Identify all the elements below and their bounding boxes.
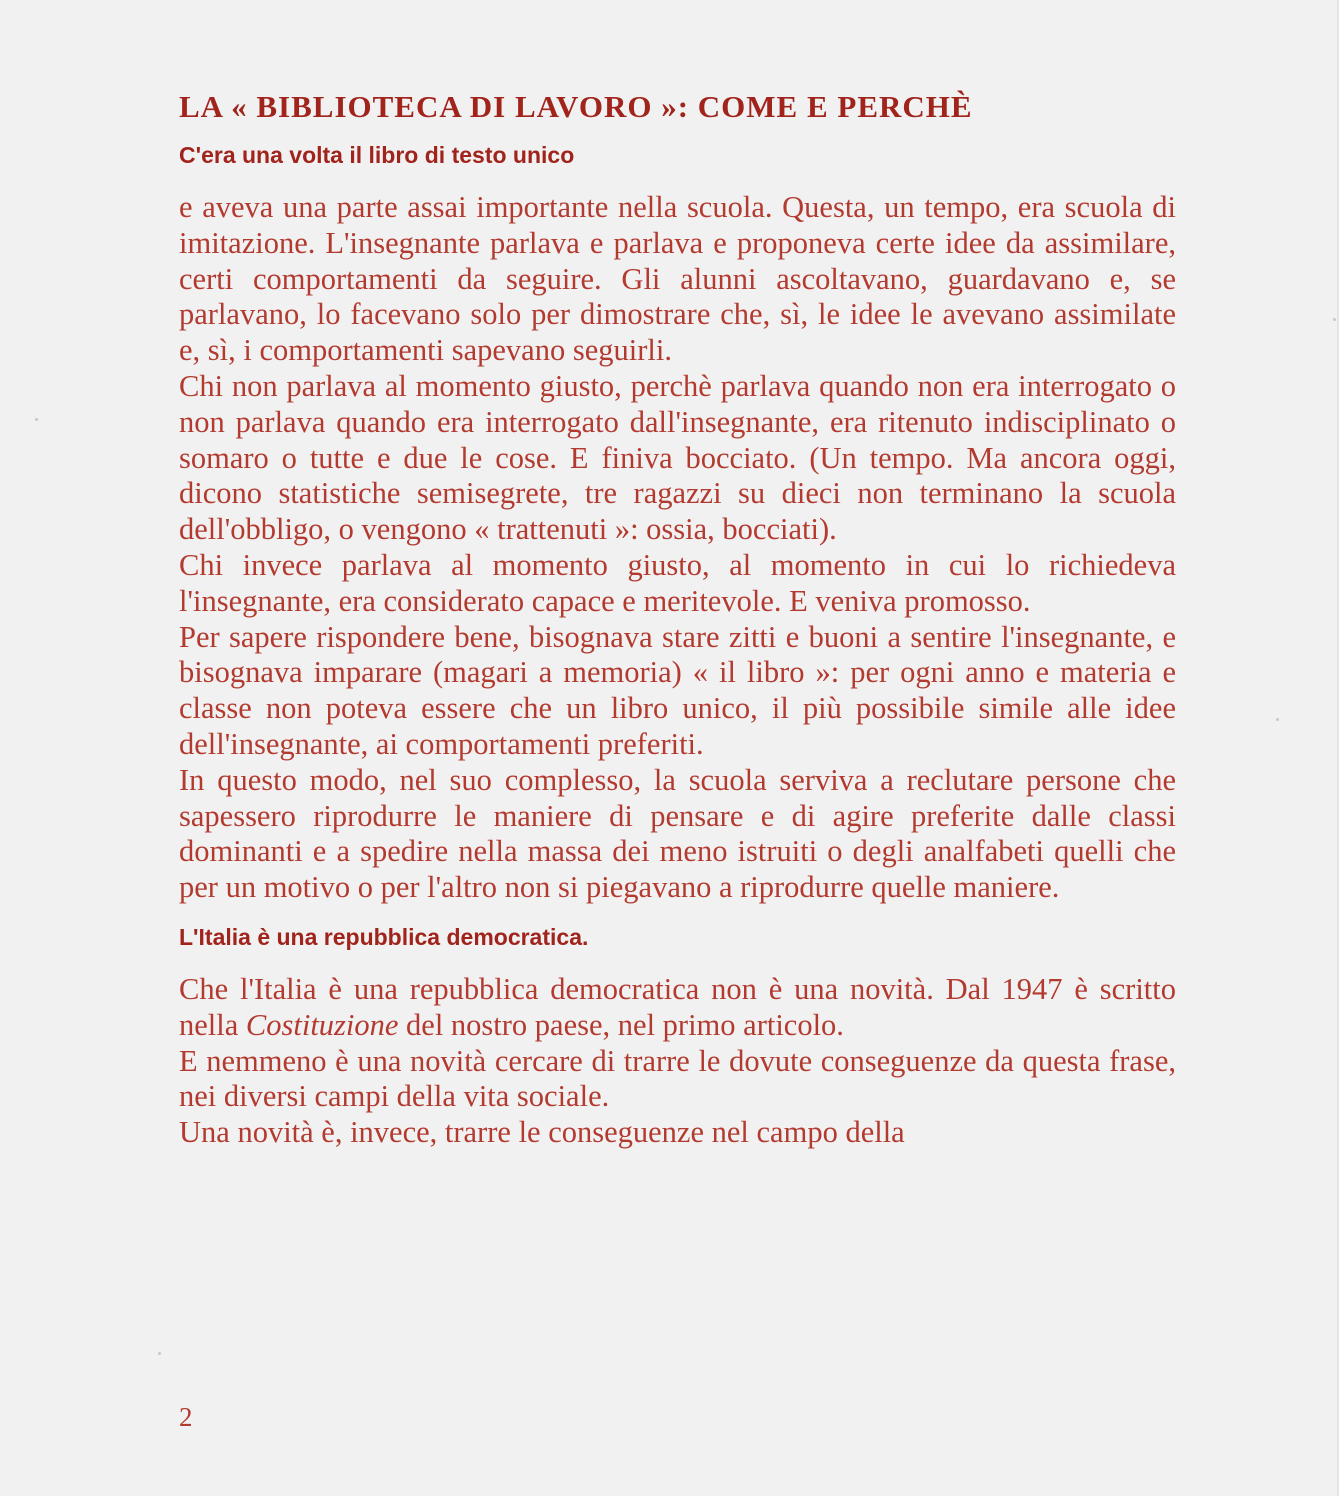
paragraph: Chi invece parlava al momento giusto, al momento in cui lo richiedeva l'insegnante, era considerato capace e meritevole. E veniva promosso. [179,547,1176,618]
paper-speck [1333,318,1336,321]
paragraph: E nemmeno è una novità cercare di trarre le dovute conseguenze da questa frase, nei diversi campi della vita sociale. [179,1043,1176,1114]
page-content [179,88,1176,1151]
paragraph-text: Che l'Italia è una repubblica democratica non è una novità. Dal 1947 è scritto nella [179,971,1176,1042]
paragraph: Una novità è, invece, trarre le conseguenze nel campo della [179,1115,905,1150]
paragraph: Per sapere rispondere bene, bisognava stare zitti e buoni a sentire l'insegnante, e bisognava imparare (magari a memoria) « il libro »: per ogni anno e materia e classe non poteva essere che un libro unico, il più possibile simile alle idee dell'insegnante, ai comportamenti preferiti. [179,619,1176,761]
page-title: LA « BIBLIOTECA DI LAVORO »: COME E PERCHÈ [179,89,973,124]
paragraph: Chi non parlava al momento giusto, perchè parlava quando non era interrogato o non parlava quando era interrogato dall'insegnante, era ritenuto indisciplinato o somaro o tutte e due le cose. E finiva bocciato. (Un tempo. Ma ancora oggi, dicono statistiche semisegrete, tre ragazzi su dieci non terminano la scuola dell'obbligo, o vengono « trattenuti »: ossia, bocciati). [179,368,1176,547]
paragraph [179,972,1176,1044]
paragraph: In questo modo, nel suo complesso, la scuola serviva a reclutare persone che sapessero riprodurre le maniere di pensare e di agire preferite dalle classi dominanti e a spedire nella massa dei meno istruiti o degli analfabeti quelli che per un motivo o per l'altro non si piegavano a riprodurre quelle maniere. [179,762,1176,905]
section-heading-repubblica: L'Italia è una repubblica democratica. [179,923,589,950]
section-body-testo-unico [179,190,1176,906]
italic-term: Costituzione [245,1007,399,1042]
paper-speck [158,1352,161,1355]
page-number: 2 [179,1402,193,1432]
section-body-repubblica [179,972,1176,1151]
paragraph-text: del nostro paese, nel primo articolo. [398,1007,844,1042]
paper-speck [1276,718,1279,721]
section-heading-testo-unico: C'era una volta il libro di testo unico [179,142,575,168]
paragraph: e aveva una parte assai importante nella scuola. Questa, un tempo, era scuola di imitazione. L'insegnante parlava e parlava e proponeva certe idee da assimilare, certi comportamenti da seguire. Gli alunni ascoltavano, guardavano e, se parlavano, lo facevano solo per dimostrare che, sì, le idee le avevano assimilate e, sì, i comportamenti sapevano seguirli. [179,190,1176,368]
paper-speck [35,418,38,421]
